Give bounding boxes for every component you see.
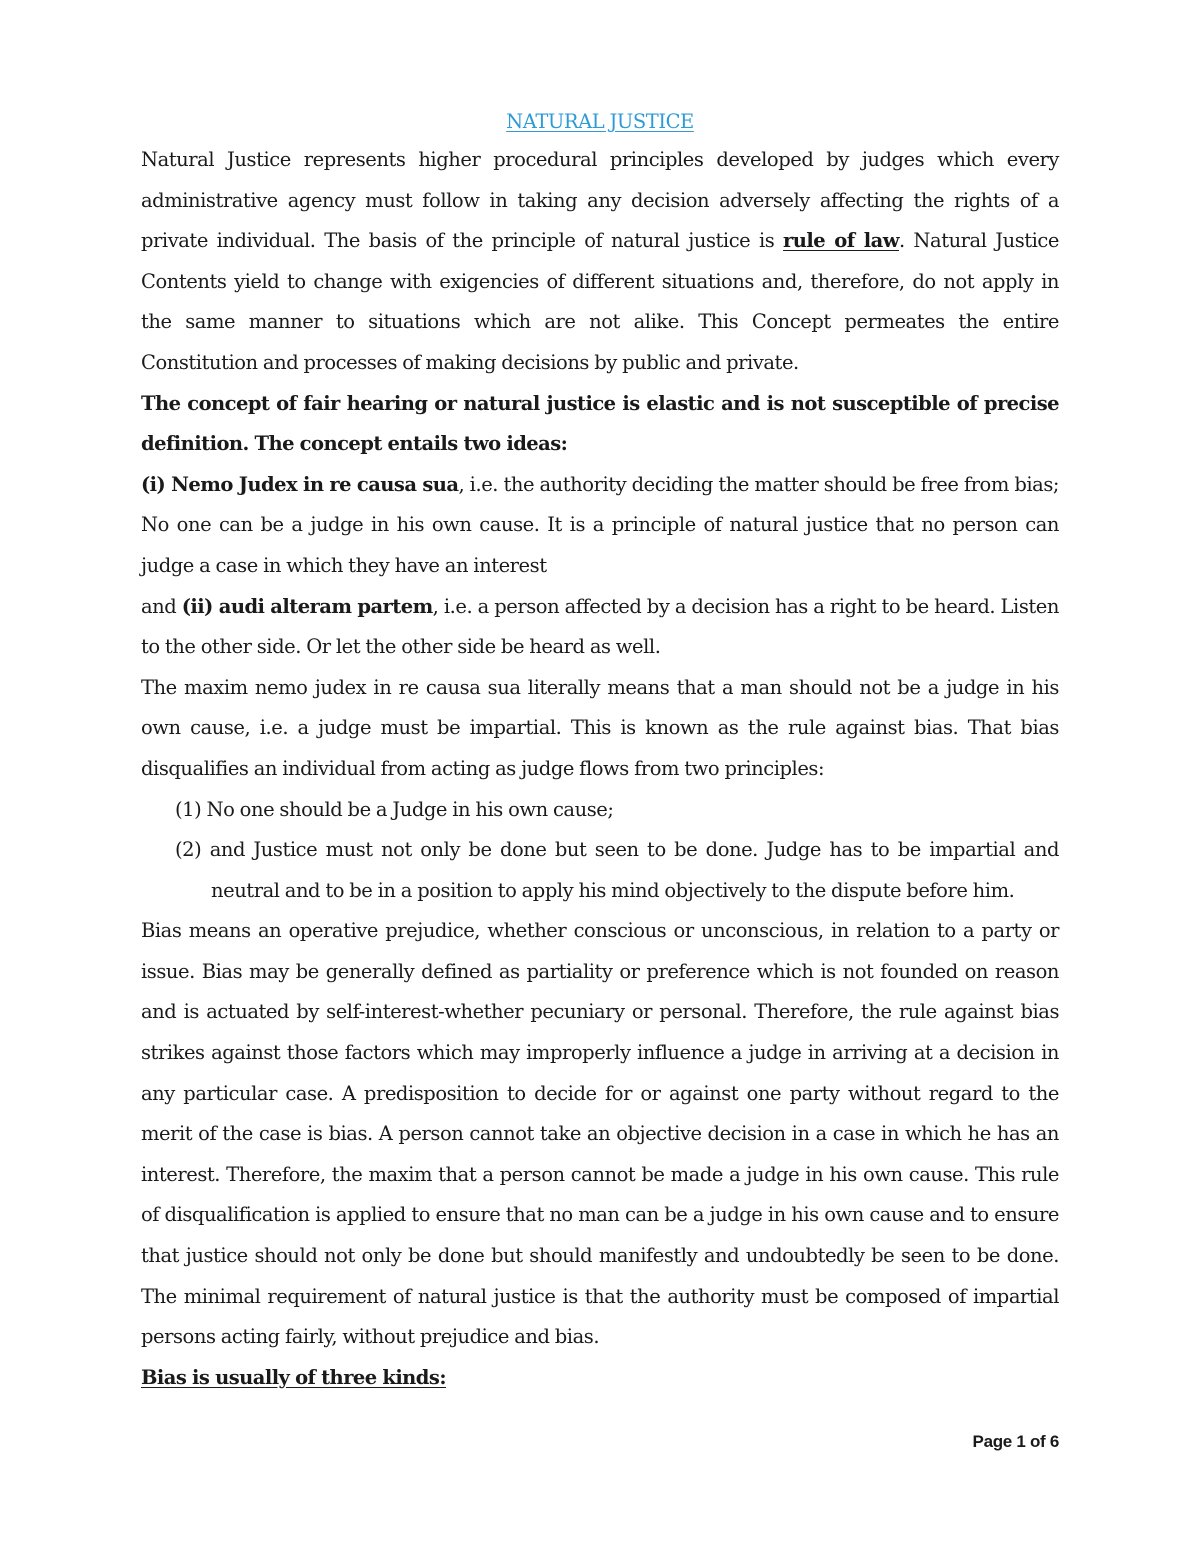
rule-of-law-emphasis: rule of law <box>783 229 899 253</box>
audi-alteram-heading: (ii) audi alteram partem <box>181 594 433 618</box>
paragraph-intro <box>141 140 1059 384</box>
intro-text-before: Natural Justice represents higher procedural principles developed by judges which every administrative agency must follow in taking any decision adversely affecting the rights of a private individual. The basis of the principle of natural justice is <box>141 148 1059 253</box>
nemo-judex-text: , i.e. the authority deciding the matter should be free from bias; No one can be a judge in his own cause. It is a principle of natural justice that no person can judge a case in which they have an interest <box>141 472 1059 577</box>
list-item-text: No one should be a Judge in his own cause; <box>206 797 614 821</box>
intro-text-after: . Natural Justice Contents yield to change with exigencies of different situations and, therefore, do not apply in the same manner to situations which are not alike. This Concept permeates the entire Constitution and processes of making decisions by public and private. <box>141 229 1059 374</box>
audi-alteram-text: , i.e. a person affected by a decision has a right to be heard. Listen to the other side. Or let the other side be heard as well. <box>141 594 1059 659</box>
list-item <box>141 830 1059 911</box>
list-item-text: and Justice must not only be done but seen to be done. Judge has to be impartial and neutral and to be in a position to apply his mind objectively to the dispute before him. <box>209 838 1059 902</box>
audi-alteram-prefix: and <box>141 594 182 618</box>
paragraph-nemo-judex <box>141 465 1059 587</box>
list-item-number: (2) <box>175 838 202 862</box>
list-item-number: (1) <box>175 797 202 821</box>
document-page <box>141 104 1059 1398</box>
section-heading-bias-kinds: Bias is usually of three kinds: <box>141 1365 446 1389</box>
principles-list <box>141 790 1059 912</box>
paragraph-audi-alteram <box>141 587 1059 668</box>
nemo-judex-heading: (i) Nemo Judex in re causa sua <box>141 472 459 496</box>
page-number: Page 1 of 6 <box>972 1432 1059 1451</box>
paragraph-fair-hearing: The concept of fair hearing or natural justice is elastic and is not susceptible of precise definition. The concept entails two ideas: <box>141 391 1059 456</box>
document-title: NATURAL JUSTICE <box>506 110 694 133</box>
list-item <box>141 790 1059 831</box>
paragraph-bias-definition: Bias means an operative prejudice, whether conscious or unconscious, in relation to a party or issue. Bias may be generally defined as partiality or preference which is not founded on reason and is actuated by self-interest-whether pecuniary or personal. Therefore, the rule against bias strikes against those factors which may improperly influence a judge in arriving at a decision in any particular case. A predisposition to decide for or against one party without regard to the merit of the case is bias. A person cannot take an objective decision in a case in which he has an interest. Therefore, the maxim that a person cannot be made a judge in his own cause. This rule of disqualification is applied to ensure that no man can be a judge in his own cause and to ensure that justice should not only be done but should manifestly and undoubtedly be seen to be done. The minimal requirement of natural justice is that the authority must be composed of impartial persons acting fairly, without prejudice and bias. <box>141 919 1059 1349</box>
paragraph-maxim: The maxim nemo judex in re causa sua literally means that a man should not be a judge in his own cause, i.e. a judge must be impartial. This is known as the rule against bias. That bias disqualifies an individual from acting as judge flows from two principles: <box>141 675 1059 780</box>
